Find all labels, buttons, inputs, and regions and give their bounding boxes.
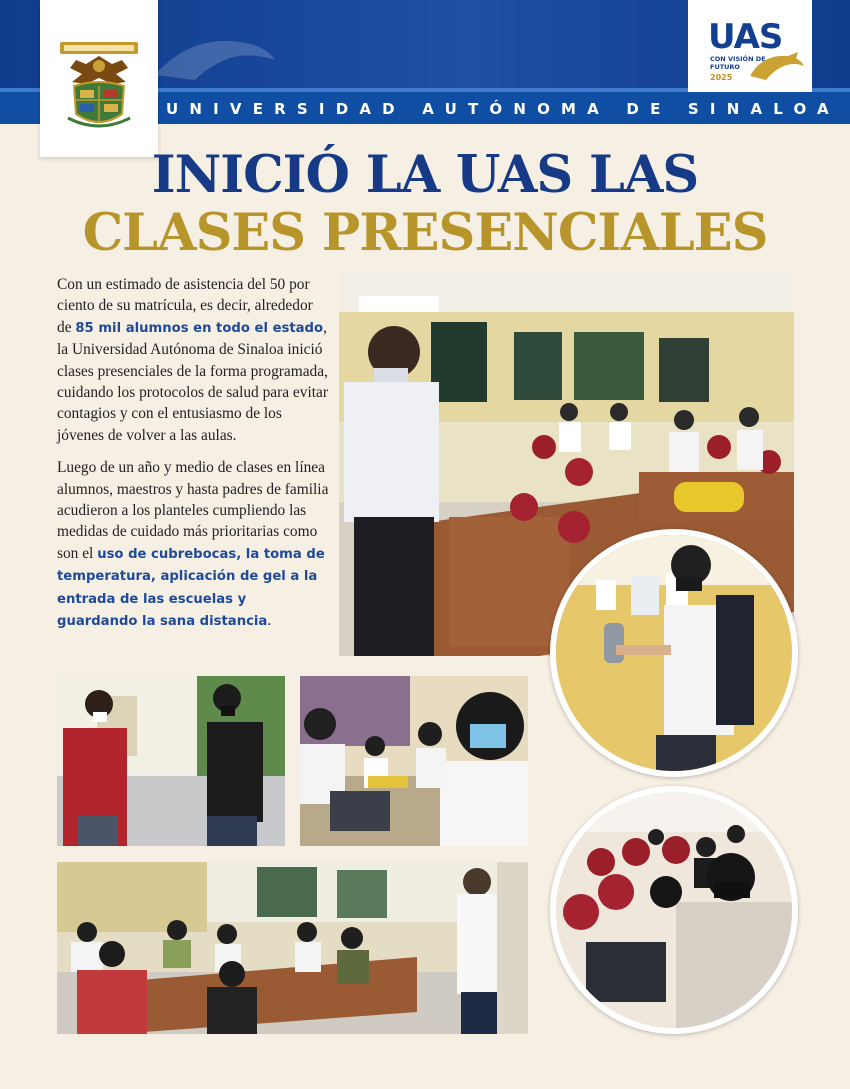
university-name-banner: UNIVERSIDAD AUTÓNOMA DE SINALOA xyxy=(166,100,840,118)
paragraph-1-text-a: Con un estimado de asistencia del 50 por ciento de su matrícula, es decir, alrededor de xyxy=(57,276,313,336)
seal-card xyxy=(40,0,158,157)
students-talking-outdoors-photo xyxy=(57,676,285,846)
uas-logo-text: UAS xyxy=(708,17,783,57)
paragraph-2-text-a: Luego de un año y medio de clases en línea alumnos, maestros y hasta padres de familia acudieron a los planteles cumpliendo las medidas de cuidado más prioritarias como son el xyxy=(57,459,329,562)
masked-students-in-class-photo xyxy=(550,786,798,1034)
eagle-watermark-icon xyxy=(150,30,280,90)
university-seal-icon xyxy=(56,34,142,134)
teacher-lecturing-class-photo xyxy=(57,862,528,1034)
student-using-sanitizer-photo xyxy=(550,529,798,777)
article-paragraph-1 xyxy=(57,274,329,446)
paragraph-2-highlight: uso de cubrebocas, la toma de temperatura, aplicación de gel a la entrada de las escuelas y guardando la sana distancia xyxy=(57,546,325,630)
female-students-in-class-photo xyxy=(300,676,528,846)
article-title-line-1: INICIÓ LA UAS LAS xyxy=(151,145,699,205)
article-title-line-2: CLASES PRESENCIALES xyxy=(82,203,768,263)
uas-logo-year: 2025 xyxy=(710,73,733,82)
paragraph-1-text-b: , la Universidad Autónoma de Sinaloa inició clases presenciales de la forma programada, cuidando los protocolos de salud para evitar contagios y con el entusiasmo de los jóvenes de volver a las aulas. xyxy=(57,318,328,444)
uas-logo-card xyxy=(688,0,812,92)
paragraph-2-text-b: . xyxy=(267,612,272,630)
article-body xyxy=(57,274,329,644)
article-paragraph-2 xyxy=(57,457,329,632)
uas-eagle-icon xyxy=(748,50,806,82)
paragraph-1-highlight: 85 mil alumnos en todo el estado xyxy=(75,320,324,336)
uas-logo-tagline: CON VISIÓN DE FUTURO xyxy=(710,55,766,71)
